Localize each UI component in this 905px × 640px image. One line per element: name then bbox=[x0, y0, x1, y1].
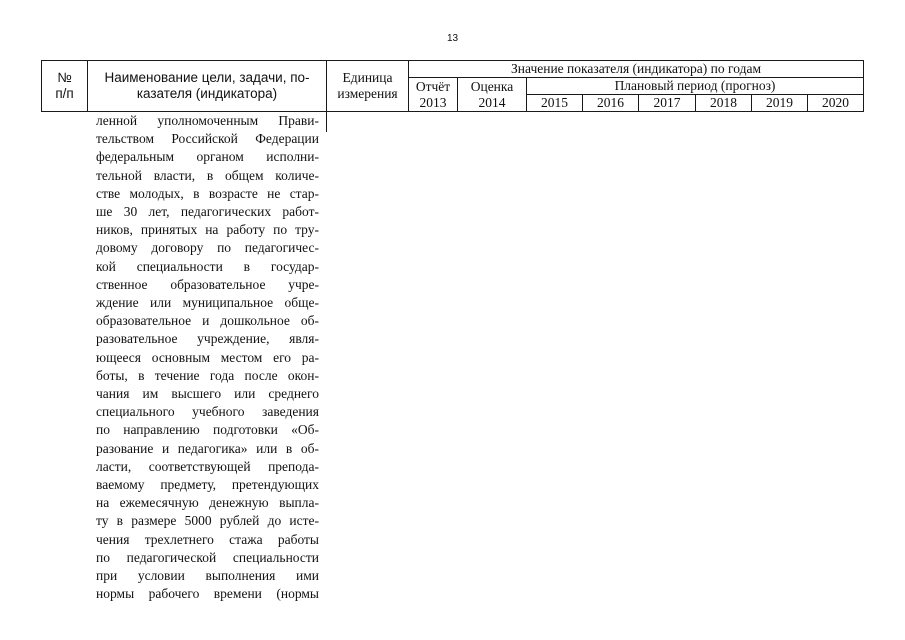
indicator-line: образовательное и дошкольное об- bbox=[96, 313, 319, 329]
unit-label-1: Единица bbox=[342, 70, 393, 85]
indicator-line: по педагогической специальности bbox=[96, 549, 319, 565]
indicator-line: ваемому предмету, претендующих bbox=[96, 477, 319, 493]
table-header bbox=[41, 60, 864, 112]
plan-year-2017: 2017 bbox=[653, 95, 681, 110]
plan-year-2018: 2018 bbox=[710, 95, 737, 110]
name-column-header bbox=[88, 61, 326, 111]
report-label: Отчёт bbox=[415, 78, 451, 94]
unit-label-2: измерения bbox=[337, 86, 398, 101]
plan-year-2015: 2015 bbox=[541, 95, 568, 110]
indicator-line: разовательное учреждение, явля- bbox=[96, 331, 319, 347]
indicator-line: ющееся основным местом его ра- bbox=[96, 349, 319, 365]
indicator-line: чения трехлетнего стажа работы bbox=[96, 531, 319, 547]
indicator-line: чания им высшего или среднего bbox=[96, 386, 319, 402]
plan-period-header: Плановый период (прогноз) bbox=[614, 78, 776, 93]
num-label-2: п/п bbox=[55, 86, 74, 101]
header-right-border bbox=[863, 60, 864, 112]
indicator-line: по направлению подготовки «Об- bbox=[96, 422, 319, 438]
report-column-header bbox=[409, 78, 457, 111]
report-year: 2013 bbox=[419, 94, 447, 110]
indicator-line: довому договору по педагогичес- bbox=[96, 240, 319, 256]
indicator-line: специального учебного заведения bbox=[96, 404, 319, 420]
estimate-column-header bbox=[458, 78, 526, 111]
plan-year-2016: 2016 bbox=[597, 95, 624, 110]
indicator-line: разование и педагогика» или в об- bbox=[96, 440, 319, 456]
indicator-line: ждение или муниципальное обще- bbox=[96, 295, 319, 311]
indicator-line: кой специальности в государ- bbox=[96, 258, 319, 274]
indicator-line: ласти, соответствующей препода- bbox=[96, 458, 319, 474]
value-group-header: Значение показателя (индикатора) по годам bbox=[511, 61, 761, 76]
num-label-1: № bbox=[57, 70, 72, 85]
indicator-line: нормы рабочего времени (нормы bbox=[96, 586, 319, 602]
indicator-line: при условии выполнения ими bbox=[96, 568, 319, 584]
indicator-line: ше 30 лет, педагогических работ- bbox=[96, 204, 319, 220]
indicator-line: тельством Российской Федерации bbox=[96, 131, 319, 147]
indicator-text bbox=[96, 112, 319, 603]
indicator-line: тельной власти, в общем количе- bbox=[96, 167, 319, 183]
estimate-label: Оценка bbox=[470, 78, 514, 94]
name-label-2: казателя (индикатора) bbox=[136, 86, 278, 101]
indicator-line: федеральным органом исполни- bbox=[96, 149, 319, 165]
indicator-line: боты, в течение года после окон- bbox=[96, 367, 319, 383]
name-label-1: Наименование цели, задачи, по- bbox=[104, 70, 310, 85]
name-column-continuation-line bbox=[326, 112, 327, 132]
num-column-header bbox=[42, 61, 87, 111]
indicator-line: стве молодых, в возрасте не стар- bbox=[96, 185, 319, 201]
page-number: 13 bbox=[446, 33, 459, 44]
indicator-line: на ежемесячную денежную выпла- bbox=[96, 495, 319, 511]
indicator-line: ленной уполномоченным Прави- bbox=[96, 113, 319, 128]
estimate-year: 2014 bbox=[478, 94, 506, 110]
indicator-line: ников, принятых на работу по тру- bbox=[96, 222, 319, 238]
indicator-line: ту в размере 5000 рублей до исте- bbox=[96, 513, 319, 529]
indicator-line: ственное образовательное учре- bbox=[96, 276, 319, 292]
unit-column-header bbox=[327, 61, 408, 111]
plan-year-2019: 2019 bbox=[766, 95, 793, 110]
plan-year-2020: 2020 bbox=[822, 95, 849, 110]
